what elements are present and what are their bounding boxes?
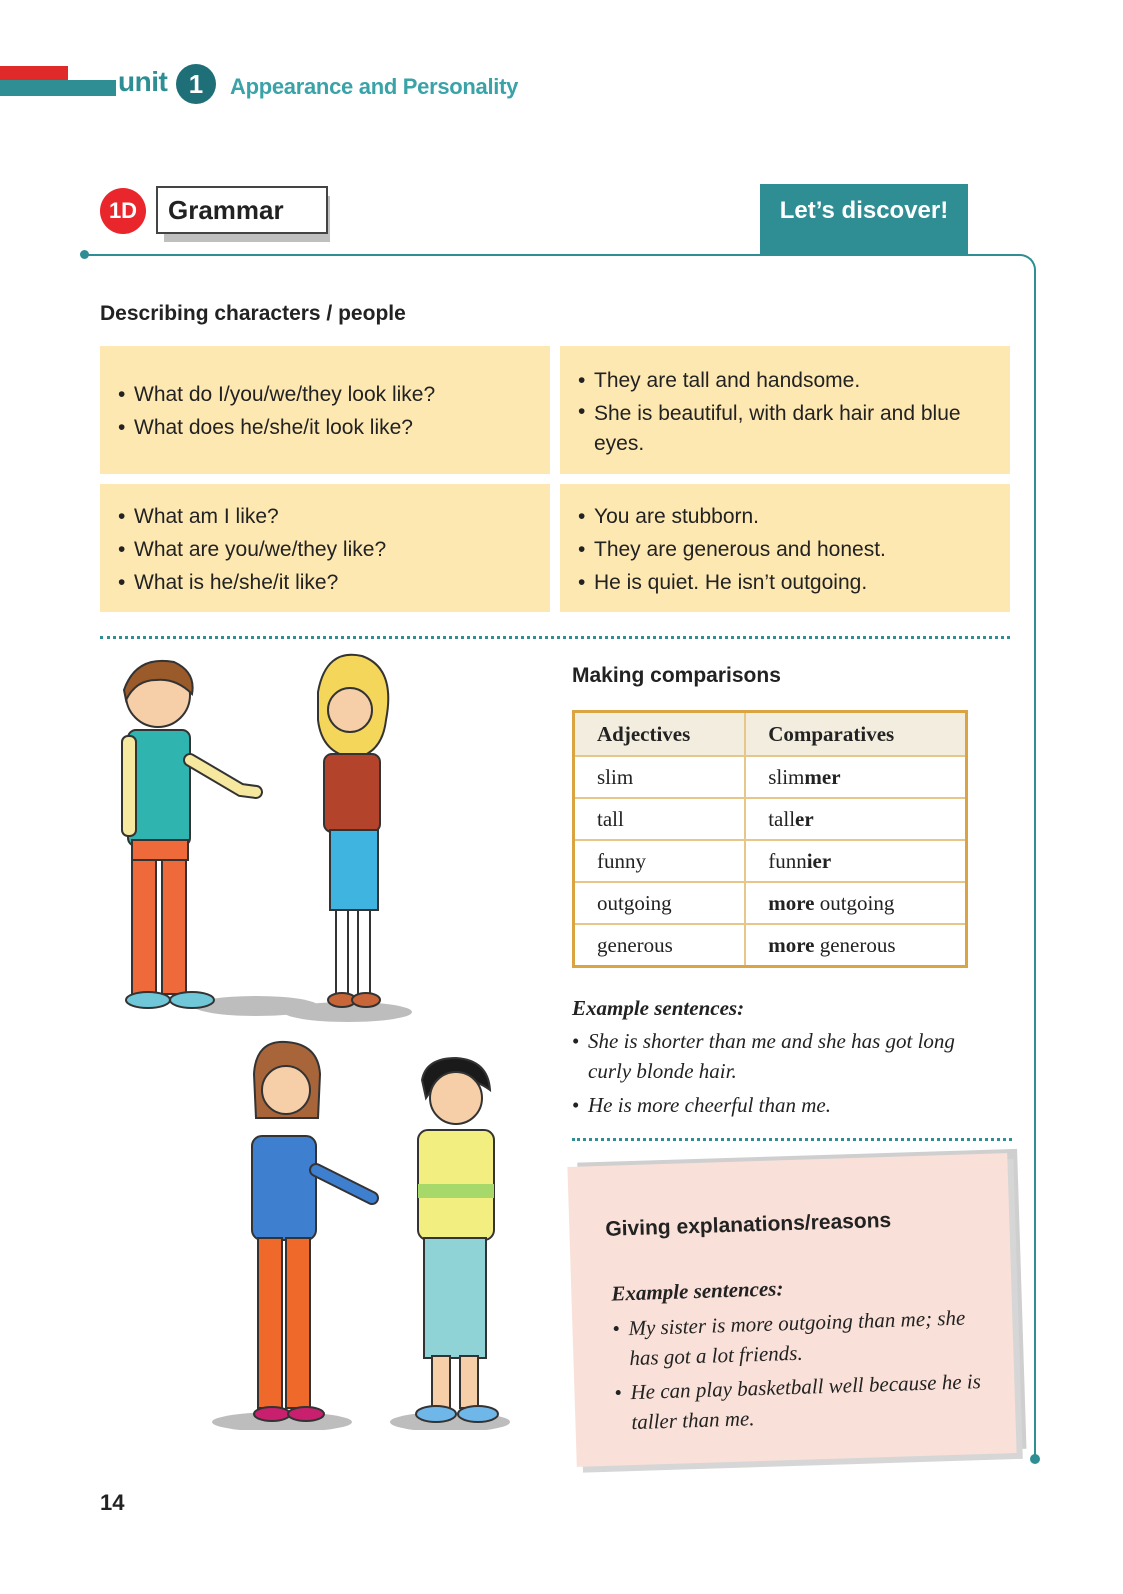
adjective-cell: slim [574,756,746,798]
brown-hair-girl-figure [212,1042,372,1430]
characters-illustration [96,650,556,1430]
explanations-card [567,1153,1016,1467]
question-box-look [100,346,550,474]
table-row [574,882,967,924]
list-item: • What are you/we/they like? [118,533,550,566]
frame-dot [1030,1454,1040,1464]
list-item: • He is more cheerful than me. [572,1090,972,1120]
adjective-cell: generous [574,924,746,967]
table-row [574,756,967,798]
frame-line-top [84,254,1016,256]
describing-heading: Describing characters / people [100,302,406,325]
comparatives-table [572,710,968,968]
list-item: • They are generous and honest. [578,533,1010,566]
list-item: • What is he/she/it like? [118,566,550,599]
list-item: • She is beautiful, with dark hair and blue eyes. [578,397,996,459]
lets-discover-tab: Let’s discover! [760,184,968,254]
list-item: • He is quiet. He isn’t outgoing. [578,566,1010,599]
comparative-cell: more generous [745,924,966,967]
comparison-examples [572,1026,972,1124]
list-item: • My sister is more outgoing than me; she has got a lot friends. [612,1302,984,1374]
list-item: • What am I like? [118,500,550,533]
example-heading: Example sentences: [572,996,745,1020]
dark-hair-boy-figure [390,1058,510,1430]
header-bar-red [0,66,68,80]
example-heading: Example sentences: [611,1276,784,1306]
lesson-badge: 1D [100,188,146,234]
tall-boy-figure [122,661,318,1016]
frame-line-right [1034,276,1036,1456]
column-header-comparatives: Comparatives [745,712,966,757]
adjective-cell: funny [574,840,746,882]
section-title: Grammar [156,186,328,234]
unit-number-badge: 1 [176,64,216,104]
comparative-cell: slimmer [745,756,966,798]
list-item: • You are stubborn. [578,500,1010,533]
table-row [574,840,967,882]
dotted-divider [572,1138,1012,1141]
question-box-like [100,484,550,612]
unit-label: unit [118,66,168,97]
list-item: • What does he/she/it look like? [118,411,550,444]
list-item: • He can play basketball well because he is taller than me. [614,1366,986,1438]
answer-box-like [560,484,1010,612]
explanation-examples [612,1302,986,1442]
adjective-cell: outgoing [574,882,746,924]
list-item: • They are tall and handsome. [578,364,996,397]
comparative-cell: funnier [745,840,966,882]
frame-corner [1012,254,1036,278]
answer-box-look [560,346,1010,474]
table-row [574,924,967,967]
header-bar-teal [0,80,116,96]
column-header-adjectives: Adjectives [574,712,746,757]
comparative-cell: more outgoing [745,882,966,924]
comparisons-heading: Making comparisons [572,664,781,687]
comparative-cell: taller [745,798,966,840]
frame-dot [80,250,89,259]
page-number: 14 [100,1490,125,1515]
adjective-cell: tall [574,798,746,840]
unit-title: Appearance and Personality [230,74,519,99]
list-item: • She is shorter than me and she has got long curly blonde hair. [572,1026,972,1086]
explanations-heading: Giving explanations/reasons [605,1208,892,1241]
dotted-divider [100,636,1010,639]
table-row [574,798,967,840]
list-item: • What do I/you/we/they look like? [118,378,550,411]
table-header-row [574,712,967,757]
blonde-girl-figure [284,655,412,1022]
